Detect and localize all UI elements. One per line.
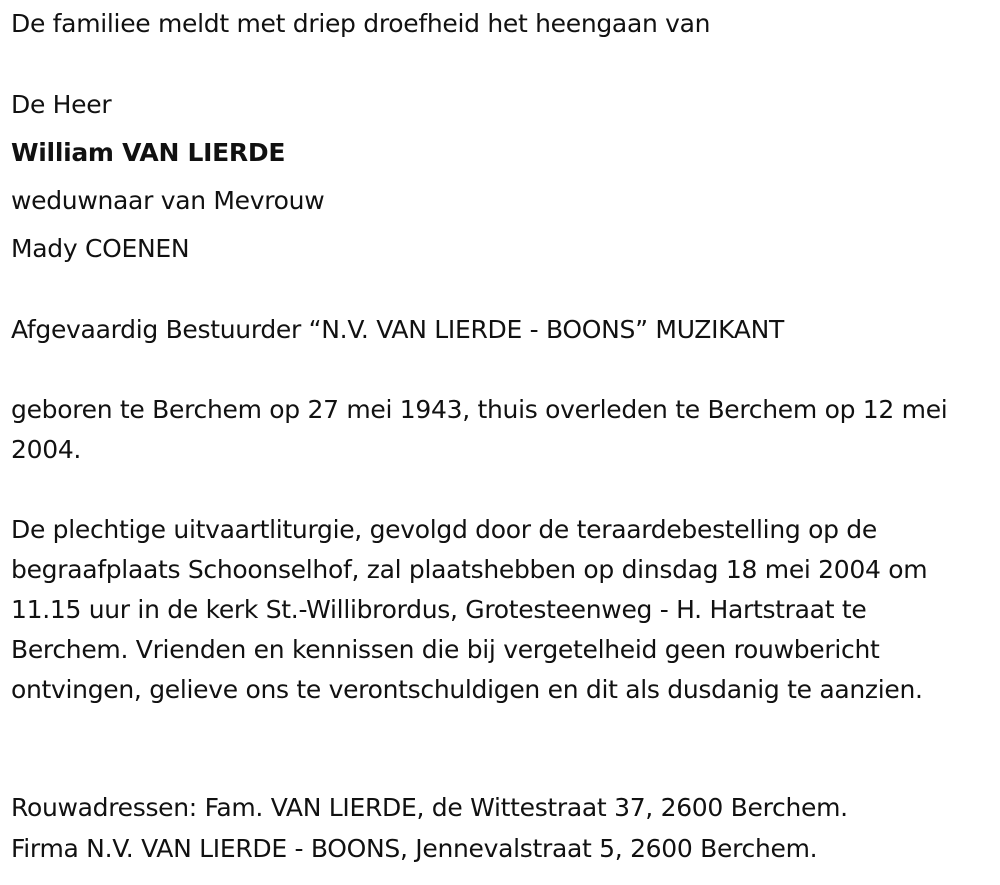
function-line: Afgevaardig Bestuurder “N.V. VAN LIERDE - BOONS” MUZIKANT (11, 315, 784, 344)
birth-death-paragraph: geboren te Berchem op 27 mei 1943, thuis overleden te Berchem op 12 mei 2004. (11, 395, 948, 464)
deceased-name: William VAN LIERDE (11, 138, 286, 167)
deceased-title: De Heer (11, 90, 112, 119)
funeral-paragraph: De plechtige uitvaartliturgie, gevolgd door de teraardebestelling op de begraafplaats Schoonselhof, zal plaatshebben op dinsdag 18 mei 2004 om 11.15 uur in de kerk St.-Willibrordus, Grotesteenweg - H. Hartstraat te Berchem. Vrienden en kennissen die bij vergetelheid geen rouwbericht ontvingen, gelieve ons te verontschuldigen en dit als dusdanig te aanzien. (11, 515, 928, 704)
widower-of-line: weduwnaar van Mevrouw (11, 186, 325, 215)
spouse-name: Mady COENEN (11, 234, 190, 263)
intro-line: De familiee meldt met driep droefheid het heengaan van (11, 9, 711, 38)
address-line-family: Rouwadressen: Fam. VAN LIERDE, de Wittestraat 37, 2600 Berchem. (11, 793, 848, 822)
address-line-company: Firma N.V. VAN LIERDE - BOONS, Jennevalstraat 5, 2600 Berchem. (11, 834, 818, 863)
